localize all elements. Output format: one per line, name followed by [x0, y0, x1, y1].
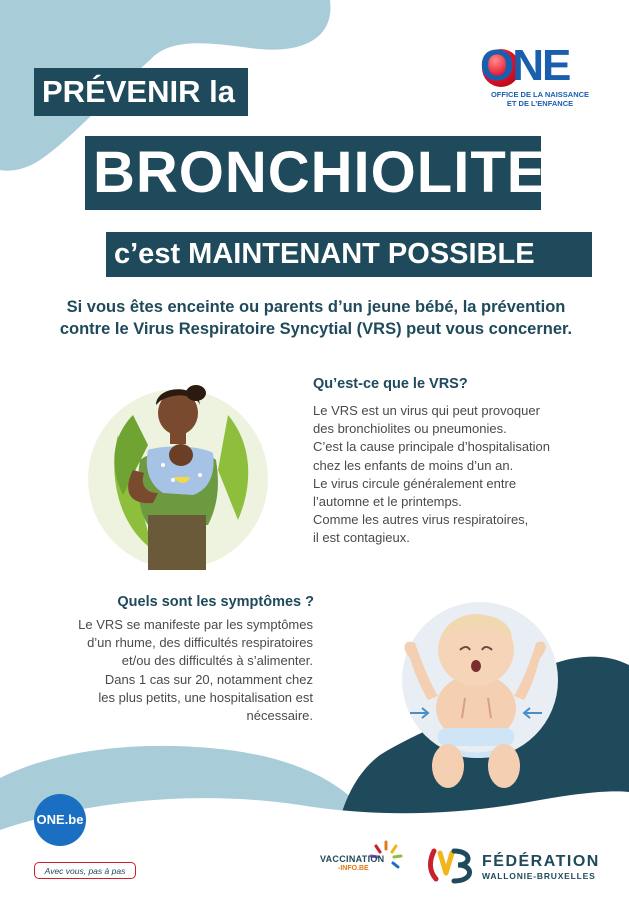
title-line-2: BRONCHIOLITE, [85, 136, 541, 210]
vrs-line: chez les enfants de moins d’un an. [313, 457, 514, 473]
tagline-box: Avec vous, pas à pas [34, 862, 136, 879]
one-logo-subtitle-line1: OFFICE DE LA NAISSANCE [490, 90, 590, 99]
intro-text [48, 296, 584, 340]
wallonie-bruxelles-label: WALLONIE-BRUXELLES [482, 871, 596, 881]
one-logo[interactable] [480, 41, 595, 114]
vrs-heading: Qu’est-ce que le VRS? [313, 376, 468, 392]
symptoms-heading: Quels sont les symptômes ? [117, 594, 314, 610]
symptoms-paragraph [30, 616, 313, 725]
one-logo-subtitle-line2: ET DE L’ENFANCE [506, 99, 574, 108]
vaccination-sublabel: -INFO.BE [338, 865, 369, 872]
vrs-line: Comme les autres virus respiratoires, [313, 512, 529, 528]
vrs-line: il est contagieux. [313, 530, 410, 546]
vrs-paragraph [313, 402, 603, 548]
title-line-3: c’est MAINTENANT POSSIBLE [106, 232, 592, 277]
federation-label: FÉDÉRATION [482, 853, 600, 870]
intro-line-2: contre le Virus Respiratoire Syncytial (VRS) peut vous concerner. [59, 320, 573, 338]
one-logo-wordmark: ONE [480, 41, 570, 90]
vrs-line: C’est la cause principale d’hospitalisation [313, 439, 551, 455]
symptoms-line: les plus petits, une hospitalisation est [98, 689, 313, 705]
one-logo-subtitle [485, 90, 595, 108]
symptoms-line: Dans 1 cas sur 20, notamment chez [104, 671, 313, 687]
federation-wallonie-bruxelles-text [482, 853, 600, 882]
crying-baby-illustration [370, 588, 570, 803]
intro-line-1: Si vous êtes enceinte ou parents d’un jeune bébé, la prévention [66, 298, 566, 316]
vrs-line: Le virus circule généralement entre [313, 475, 517, 491]
symptoms-line: Le VRS se manifeste par les symptômes [78, 617, 313, 632]
vaccination-info-logo[interactable] [320, 840, 406, 886]
vrs-line: des bronchiolites ou pneumonies. [313, 421, 507, 437]
federation-wallonie-bruxelles-emblem [428, 845, 474, 885]
mother-holding-baby-illustration [78, 375, 278, 575]
one-be-badge[interactable]: ONE.be [34, 794, 86, 846]
symptoms-line: d’un rhume, des difficultés respiratoires [87, 635, 313, 651]
title-line-1: PRÉVENIR la [34, 68, 248, 116]
vaccination-label: VACCINATION [320, 854, 385, 864]
bottom-white-band [0, 791, 629, 905]
symptoms-line: nécessaire. [246, 708, 313, 724]
vrs-line: l’automne et le printemps. [313, 494, 462, 510]
vrs-line: Le VRS est un virus qui peut provoquer [313, 403, 540, 418]
symptoms-line: et/ou des difficultés à s’alimenter. [121, 653, 313, 669]
